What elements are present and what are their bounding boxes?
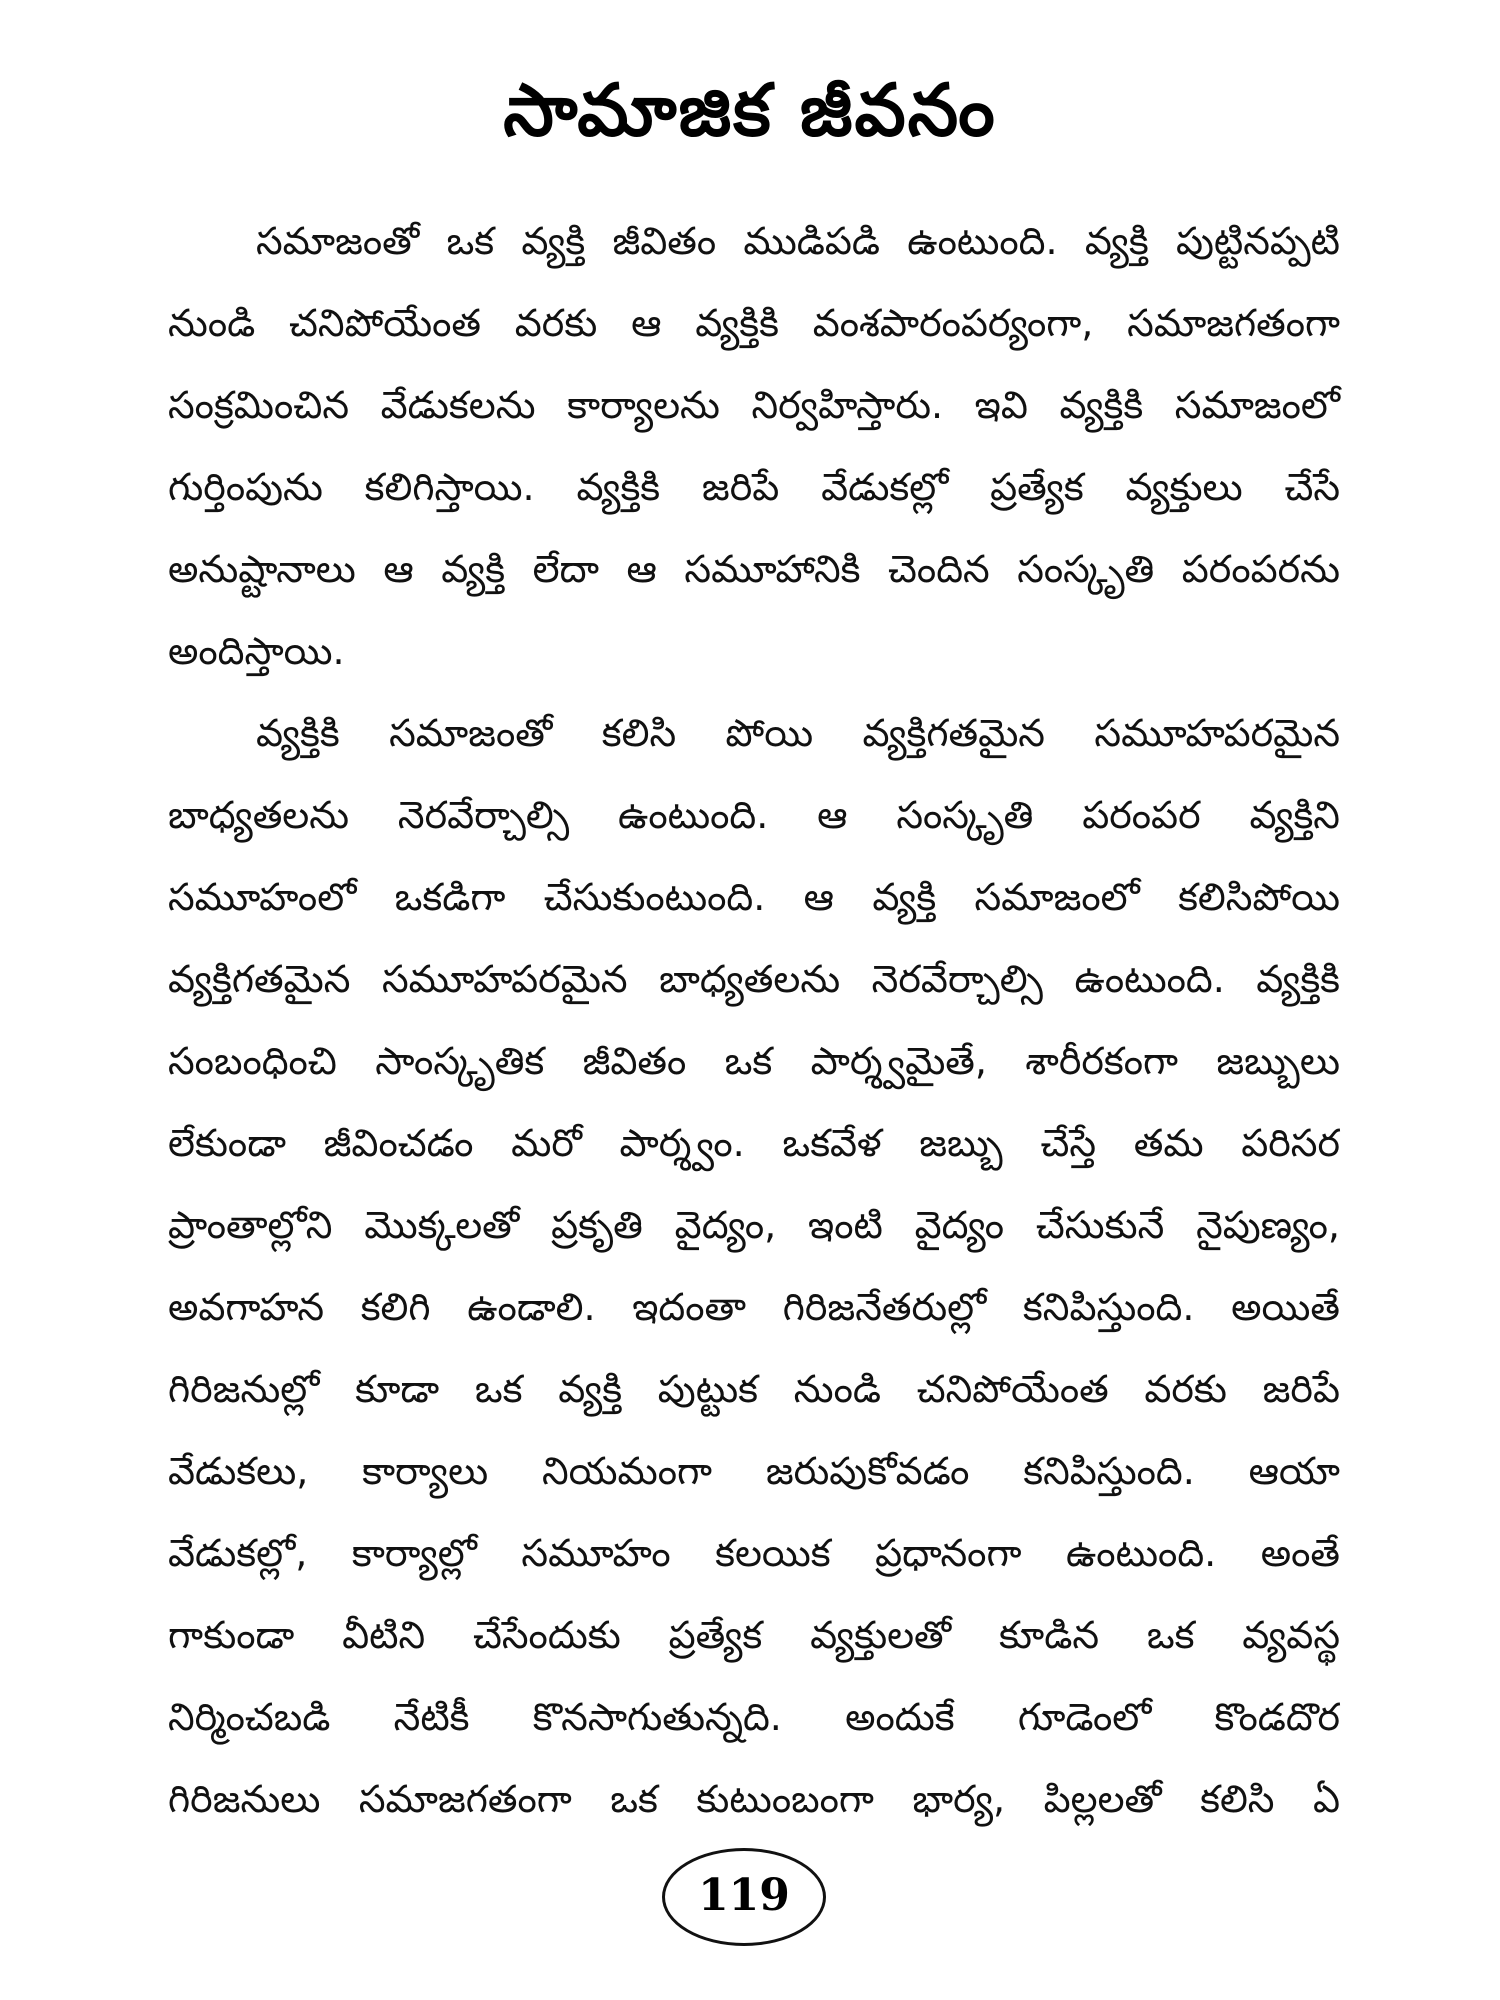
text-line: గిరిజనులు సమాజగతంగా ఒక కుటుంబంగా భార్య, పిల్లలతో కలిసి ఏ [168,1777,1340,1821]
text-line: వేడుకలు, కార్యాలు నియమంగా జరుపుకోవడం కనిపిస్తుంది. ఆయా [168,1449,1340,1493]
text-line: ప్రాంతాల్లోని మొక్కలతో ప్రకృతి వైద్యం, ఇంటి వైద్యం చేసుకునే నైపుణ్యం, [168,1203,1340,1247]
text-line: నుండి చనిపోయేంత వరకు ఆ వ్యక్తికి వంశపారంపర్యంగా, సమాజగతంగా [168,301,1340,345]
text-line: బాధ్యతలను నెరవేర్చాల్సి ఉంటుంది. ఆ సంస్కృతి పరంపర వ్యక్తిని [168,793,1340,837]
text-line: వ్యక్తికి సమాజంతో కలిసి పోయి వ్యక్తిగతమైన సమూహపరమైన [256,711,1340,755]
text-line: గాకుండా వీటిని చేసేందుకు ప్రత్యేక వ్యక్తులతో కూడిన ఒక వ్యవస్థ [168,1613,1340,1657]
paragraph-1 [168,200,1340,692]
page-number: 119 [662,1848,826,1946]
text-line: గిరిజనుల్లో కూడా ఒక వ్యక్తి పుట్టుక నుండి చనిపోయేంత వరకు జరిపే [168,1367,1340,1411]
text-line: నిర్మించబడి నేటికీ కొనసాగుతున్నది. అందుకే గూడెంలో కొండదొర [168,1695,1340,1739]
page-title: సామాజిక జీవనం [503,68,997,152]
text-line: అందిస్తాయి. [168,629,345,673]
text-line: సంక్రమించిన వేడుకలను కార్యాలను నిర్వహిస్తారు. ఇవి వ్యక్తికి సమాజంలో [168,383,1340,427]
text-line: అనుష్టానాలు ఆ వ్యక్తి లేదా ఆ సమూహానికి చెందిన సంస్కృతి పరంపరను [168,547,1340,591]
text-line: లేకుండా జీవించడం మరో పార్శ్వం. ఒకవేళ జబ్బు చేస్తే తమ పరిసర [168,1121,1340,1165]
body-text [168,200,1340,1840]
text-line: సమాజంతో ఒక వ్యక్తి జీవితం ముడిపడి ఉంటుంది. వ్యక్తి పుట్టినప్పటి [256,219,1340,263]
text-line: వ్యక్తిగతమైన సమూహపరమైన బాధ్యతలను నెరవేర్చాల్సి ఉంటుంది. వ్యక్తికి [168,957,1340,1001]
text-line: గుర్తింపును కలిగిస్తాయి. వ్యక్తికి జరిపే వేడుకల్లో ప్రత్యేక వ్యక్తులు చేసే [168,465,1340,509]
text-line: వేడుకల్లో, కార్యాల్లో సమూహం కలయిక ప్రధానంగా ఉంటుంది. అంతే [168,1531,1340,1575]
text-line: సంబంధించి సాంస్కృతిక జీవితం ఒక పార్శ్వమైతే, శారీరకంగా జబ్బులు [168,1039,1340,1083]
text-line: అవగాహన కలిగి ఉండాలి. ఇదంతా గిరిజనేతరుల్లో కనిపిస్తుంది. అయితే [168,1285,1340,1329]
text-line: సమూహంలో ఒకడిగా చేసుకుంటుంది. ఆ వ్యక్తి సమాజంలో కలిసిపోయి [168,875,1340,919]
paragraph-2 [168,692,1340,1840]
